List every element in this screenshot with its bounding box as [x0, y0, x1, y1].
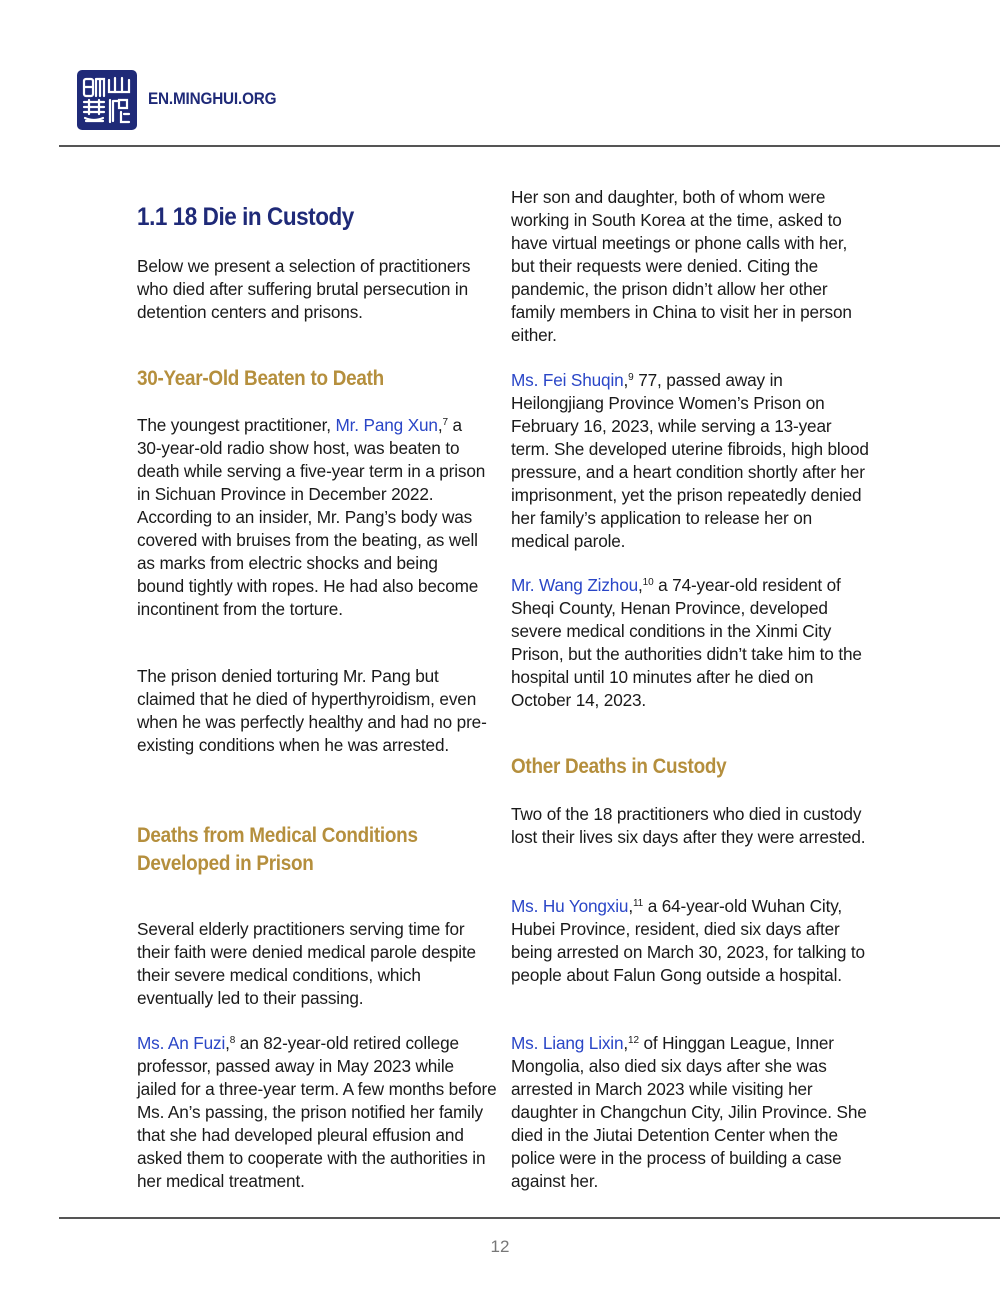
paragraph-lead: The youngest practitioner, — [137, 415, 336, 435]
footnote-ref[interactable]: 8 — [229, 1035, 236, 1046]
paragraph-body: a 64-year-old Wuhan City, Hubei Province, resident, died six days after being arrested on March 30, 2023, for talking to people about Falun Gong outside a hospital. — [511, 896, 865, 985]
paragraph-wang-zizhou: Mr. Wang Zizhou,$^{10}$ a 74-year-old resident of Sheqi County, Henan Province, developed severe medical conditions in the Xinmi City Prison, but the authorities didn’t take him to the hospital until 10 minutes after he died on October 14, 2023. — [511, 575, 862, 710]
footnote-ref[interactable]: 10 — [642, 577, 654, 588]
paragraph-body: a 30-year-old radio show host, was beaten to death while serving a five-year term in a prison in Sichuan Province in December 2022. According to an insider, Mr. Pang’s body was covered with bruises from the beating, as well as marks from electric shocks and being bound tightly with ropes. He had also become incontinent from the torture. — [137, 415, 486, 619]
paragraph-family-denied: Her son and daughter, both of whom were working in South Korea at the time, asked to have virtual meetings or phone calls with her, but their requests were denied. Citing the pandemic, the prison didn’t allow her other family members in China to visit her in person either. — [511, 187, 852, 345]
paragraph-body: an 82-year-old retired college professor, passed away in May 2023 while jailed for a three-year term. A few months before Ms. An’s passing, the prison notified her family that she had developed pleural effusion and asked them to cooperate with the authorities in her medical treatment. — [137, 1033, 497, 1191]
paragraph-two-practitioners: Two of the 18 practitioners who died in custody lost their lives six days after they were arrested. — [511, 804, 866, 847]
paragraph-pang-xun: The youngest practitioner, Mr. Pang Xun,$^7$ a 30-year-old radio show host, was beaten to death while serving a five-year term in a prison in Sichuan Province in December 2022. According to an insider, Mr. Pang’s body was covered with bruises from the beating, as well as marks from electric shocks and being bound tightly with ropes. He had also become incontinent from the torture. — [137, 415, 486, 619]
minghui-seal-icon[interactable] — [77, 70, 137, 130]
link-an-fuzi[interactable]: Ms. An Fuzi — [137, 1033, 226, 1053]
paragraph-prison-denial: The prison denied torturing Mr. Pang but claimed that he died of hyperthyroidism, even when he was perfectly healthy and had no pre-existing conditions when he was arrested. — [137, 666, 487, 755]
paragraph-hu-yongxiu: Ms. Hu Yongxiu,$^{11}$ a 64-year-old Wuhan City, Hubei Province, resident, died six days after being arrested on March 30, 2023, for talking to people about Falun Gong outside a hospital. — [511, 896, 865, 985]
site-name[interactable]: EN.MINGHUI.ORG — [148, 89, 277, 108]
paragraph-body: a 74-year-old resident of Sheqi County, Henan Province, developed severe medical conditions in the Xinmi City Prison, but the authorities didn’t take him to the hospital until 10 minutes after he died on October 14, 2023. — [511, 575, 862, 710]
header-divider — [59, 145, 1000, 147]
subhead-line-1: Deaths from Medical Conditions — [137, 824, 418, 847]
paragraph-body: of Hinggan League, Inner Mongolia, also died six days after she was arrested in March 2023 while visiting her daughter in Changchun City, Jilin Province. She died in the Jiutai Detention Center when the police were in the process of building a case against her. — [511, 1033, 867, 1191]
footnote-ref[interactable]: 11 — [632, 898, 644, 909]
footer-divider — [59, 1217, 1000, 1219]
footnote-ref[interactable]: 7 — [442, 417, 448, 428]
paragraph-elderly-practitioners: Several elderly practitioners serving time for their faith were denied medical parole despite their severe medical conditions, which eventually led to their passing. — [137, 919, 476, 1008]
subhead-beaten-to-death: 30-Year-Old Beaten to Death — [137, 367, 384, 390]
link-hu-yongxiu[interactable]: Ms. Hu Yongxiu — [511, 896, 629, 916]
paragraph-fei-shuqin: Ms. Fei Shuqin,$^9$ 77, passed away in Heilongjiang Province Women’s Prison on February 16, 2023, while serving a 13-year term. She developed uterine fibroids, high blood pressure, and a heart condition shortly after her imprisonment, yet the prison repeatedly denied her family’s application to release her on medical parole. — [511, 370, 869, 551]
footnote-ref[interactable]: 12 — [628, 1035, 639, 1046]
subhead-line-2: Developed in Prison — [137, 852, 314, 875]
subhead-medical-conditions — [137, 822, 418, 878]
subhead-other-deaths: Other Deaths in Custody — [511, 755, 727, 778]
link-fei-shuqin[interactable]: Ms. Fei Shuqin — [511, 370, 624, 390]
link-liang-lixin[interactable]: Ms. Liang Lixin — [511, 1033, 624, 1053]
footnote-ref[interactable]: 9 — [628, 372, 634, 383]
page-number: 12 — [490, 1237, 510, 1256]
paragraph-an-fuzi: Ms. An Fuzi,$^8$ an 82-year-old retired college professor, passed away in May 2023 while jailed for a three-year term. A few months before Ms. An’s passing, the prison notified her family that she had developed pleural effusion and asked them to cooperate with the authorities in her medical treatment. — [137, 1033, 497, 1191]
paragraph-liang-lixin: Ms. Liang Lixin,$^{12}$ of Hinggan League, Inner Mongolia, also died six days after she was arrested in March 2023 while visiting her daughter in Changchun City, Jilin Province. She died in the Jiutai Detention Center when the police were in the process of building a case against her. — [511, 1033, 867, 1191]
link-wang-zizhou[interactable]: Mr. Wang Zizhou — [511, 575, 639, 595]
link-pang-xun[interactable]: Mr. Pang Xun — [335, 415, 438, 435]
section-title: 1.1 18 Die in Custody — [137, 203, 354, 231]
paragraph-body: 77, passed away in Heilongjiang Province Women’s Prison on February 16, 2023, while serving a 13-year term. She developed uterine fibroids, high blood pressure, and a heart condition shortly after her imprisonment, yet the prison repeatedly denied her family’s application to release her on medical parole. — [511, 370, 869, 551]
section-intro: Below we present a selection of practitioners who died after suffering brutal persecution in detention centers and prisons. — [137, 256, 471, 322]
